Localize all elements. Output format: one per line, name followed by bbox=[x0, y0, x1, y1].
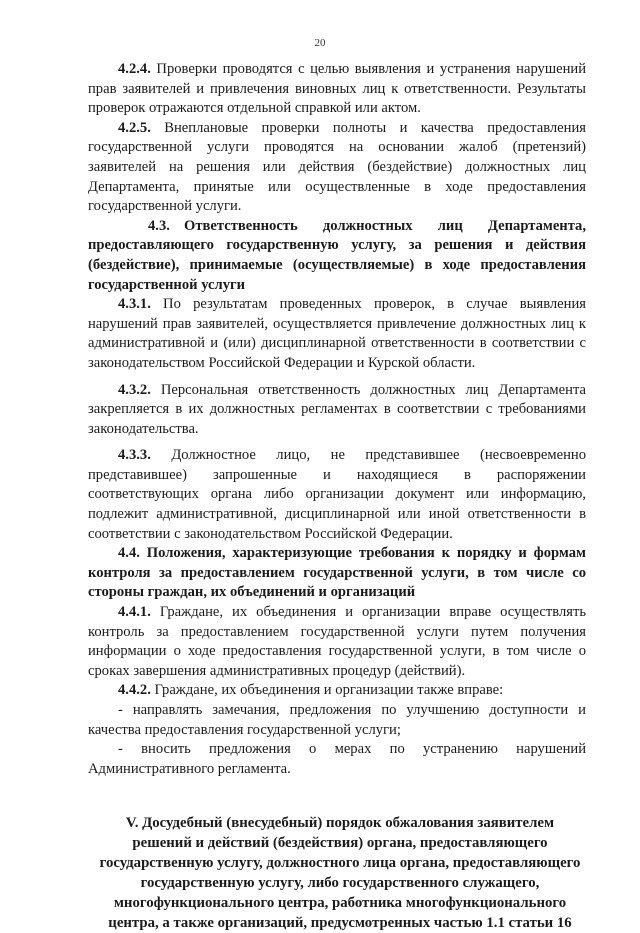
item-text: Персональная ответственность должностных лиц Департамента закрепляется в их должностных регламентах в соответствии с требованиями законодательства. bbox=[88, 381, 586, 437]
paragraph-4-4-2 bbox=[88, 681, 586, 701]
spacer bbox=[88, 779, 586, 813]
item-text: - направлять замечания, предложения по улучшению доступности и качества предоставления государственной услуги; bbox=[88, 702, 586, 738]
item-number: 4.3.3. bbox=[118, 447, 151, 464]
paragraph-4-2-5 bbox=[88, 119, 586, 217]
item-text: Ответственность должностных лиц Департамента, предоставляющего государственную услугу, за решения и действия (бездействие), принимаемые (осуществляемые) в ходе предоставления государственной услуги bbox=[88, 217, 586, 293]
item-text: По результатам проведенных проверок, в случае выявления нарушений прав заявителей, осуществляется привлечение должностных лиц к административной и (или) дисциплинарной ответственности в соответствии с законодательством Российской Федерации и Курской области. bbox=[88, 296, 586, 371]
list-item bbox=[88, 740, 586, 779]
chapter-heading-line: решений и действий (бездействия) органа, предоставляющего bbox=[132, 835, 548, 852]
item-number: 4.3. bbox=[148, 217, 170, 234]
chapter-heading-line: центра, а также организаций, предусмотренных частью 1.1 статьи 16 bbox=[108, 915, 572, 932]
item-text: - вносить предложения о мерах по устранению нарушений Административного регламента. bbox=[88, 741, 586, 777]
item-text: Граждане, их объединения и организации также вправе: bbox=[154, 682, 504, 699]
item-number: 4.3.2. bbox=[118, 381, 151, 398]
item-number: 4.2.5. bbox=[118, 119, 151, 136]
paragraph-4-2-4 bbox=[88, 60, 586, 119]
item-text: Проверки проводятся с целью выявления и устранения нарушений прав заявителей и привлечения виновных лиц к ответственности. Результаты проверок отражаются отдельной справкой или актом. bbox=[88, 61, 587, 117]
item-number: 4.3.1. bbox=[118, 296, 151, 313]
item-text: Должностное лицо, не представившее (несвоевременно представившее) запрошенные и находящиеся в распоряжении соответствующих органа либо организации документ или информацию, подлежит административной, дисциплинарной или иной ответственности в соответствии с законодательством Российской Федерации. bbox=[88, 447, 586, 542]
spacer bbox=[88, 439, 586, 446]
chapter-heading bbox=[88, 813, 586, 933]
item-number: 4.4.2. bbox=[118, 682, 151, 699]
document-body bbox=[88, 60, 586, 933]
item-text: Внеплановые проверки полноты и качества предоставления государственной услуги проводятся на основании жалоб (претензий) заявителей на решения или действия (бездействие) должностных лиц Департамента, принятые или осуществленные в ходе предоставления государственной услуги. bbox=[88, 119, 586, 215]
item-number: 4.2.4. bbox=[118, 61, 151, 77]
chapter-heading-line: государственную услугу, либо государственного служащего, bbox=[140, 875, 540, 892]
chapter-heading-line: многофункционального центра, работника многофункционального bbox=[113, 895, 567, 912]
list-item bbox=[88, 701, 586, 740]
item-number: 4.4.1. bbox=[118, 604, 151, 621]
paragraph-4-3-3 bbox=[88, 446, 586, 544]
paragraph-4-4-1 bbox=[88, 603, 586, 681]
item-text: 4.4. Положения, характеризующие требования к порядку и формам контроля за предоставлением государственной услуги, в том числе со стороны граждан, их объединений и организаций bbox=[88, 545, 586, 601]
heading-4-4 bbox=[88, 544, 586, 603]
heading-4-3 bbox=[88, 217, 586, 295]
chapter-heading-line: государственную услугу, должностного лица органа, предоставляющего bbox=[99, 855, 581, 872]
paragraph-4-3-2 bbox=[88, 381, 586, 440]
item-text: Граждане, их объединения и организации вправе осуществлять контроль за предоставлением государственной услуги путем получения информации о ходе предоставления государственной услуги, в том числе о сроках завершения административных процедур (действий). bbox=[88, 604, 586, 679]
spacer bbox=[88, 374, 586, 381]
chapter-heading-line: V. Досудебный (внесудебный) порядок обжалования заявителем bbox=[125, 815, 555, 832]
paragraph-4-3-1 bbox=[88, 295, 586, 373]
page-number: 20 bbox=[314, 37, 326, 49]
